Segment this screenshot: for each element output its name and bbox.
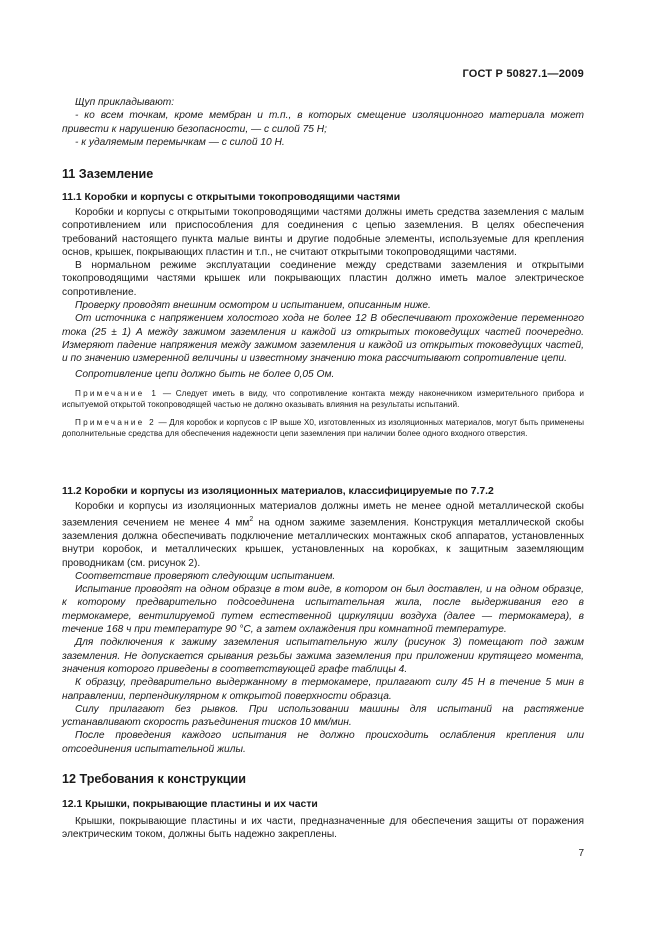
- paragraph: Крышки, покрывающие пластины и их части, предназначенные для обеспечения защиты от поражения электрическим током, должны быть надежно закреплены.: [62, 816, 584, 841]
- paragraph: Коробки и корпусы из изоляционных материалов должны иметь не менее одной металлической скобы заземления сечением не менее 4 $мм^2$ на одном зажиме заземления. Конструкция металлической скобы заземления должна обеспечивать подключение металлических монтажных скоб аппаратов, установленных внутри коробок, и металлических крышек, установленных на коробках, к защитным заземляющим проводникам (см. рисунок 2).: [62, 501, 584, 569]
- section-title: 11 Заземление: [62, 167, 154, 181]
- section-11-heading: [62, 167, 584, 181]
- section-12-1: [62, 799, 584, 842]
- note-1: [62, 388, 584, 410]
- note-label: Примечание 2: [75, 418, 156, 428]
- paragraph: Силу прилагают без рывков. При использовании машины для испытаний на растяжение устанавливают скорость разъединения тисков 10 мм/мин.: [62, 703, 584, 729]
- page-number: 7: [578, 848, 584, 859]
- note-text: — Следует иметь в виду, что сопротивление контакта между наконечником измерительного прибора и испытуемой открытой токопроводящей частью не должно оказывать влияния на результаты испытаний.: [62, 388, 585, 410]
- subsection-title: 12.1 Крышки, покрывающие пластины и их части: [62, 799, 318, 810]
- intro-item: - к удаляемым перемычкам — с силой 10 Н.: [75, 136, 285, 148]
- paragraph: Коробки и корпусы с открытыми токопроводящими частями должны иметь средства заземления с малым сопротивлением или приспособления для соединения с цепью заземления. В целях обеспечения требований настоящего пункта малые винты и другие подобные элементы, используемые для крепления основ, крышек, покрывающих пластин и т.п., не считают открытыми токопроводящими частями.: [62, 207, 584, 258]
- doc-code-header: ГОСТ Р 50827.1—2009: [462, 68, 584, 80]
- paragraph: Проверку проводят внешним осмотром и испытанием, описанным ниже.: [75, 300, 431, 312]
- paragraph: В нормальном режиме эксплуатации соединение между средствами заземления и открытыми токопроводящими частями крышек или покрывающих пластин должно иметь малое электрическое сопротивление.: [62, 260, 584, 298]
- section-12-heading: [62, 772, 584, 786]
- intro-item: - ко всем точкам, кроме мембран и т.п., в которых смещение изоляционного материала может привести к нарушению безопасности, — с силой 75 Н;: [62, 110, 584, 135]
- paragraph: Испытание проводят на одном образце в том виде, в котором он был доставлен, и на одном образце, к которому предварительно подсоединена испытательная жила, после выдерживания его в термокамере, вентилируемой путем естественной циркуляции воздуха (далее — термокамера), в течение 168 ч при температуре 90 °C, а затем охлаждения при комнатной температуре.: [62, 584, 584, 636]
- paragraph: Для подключения к зажиму заземления испытательную жилу (рисунок 3) помещают под зажим заземления. Не допускается срывания резьбы зажима заземления при приложении крутящего момента, значения которого приведены в соответствующей графе таблицы 4.: [62, 637, 584, 675]
- probe-intro: [62, 96, 584, 149]
- subsection-title: 11.1 Коробки и корпусы с открытыми токопроводящими частями: [62, 192, 401, 203]
- paragraph: После проведения каждого испытания не должно происходить ослабления крепления или отсоединения испытательной жилы.: [62, 730, 584, 755]
- note-text: — Для коробок и корпусов с IP выше X0, изготовленных из изоляционных материалов, могут быть применены дополнительные средства для обеспечения надежности цепи заземления при наличии более одного входного отверстия.: [62, 418, 584, 439]
- note-label: Примечание 1: [75, 388, 159, 398]
- paragraph: От источника с напряжением холостого хода не более 12 В обеспечивают прохождение переменного тока (25 ± 1) А между зажимом заземления и каждой из открытых токоведущих частей поочередно. Измеряют падение напряжения между зажимом заземления и каждой из открытых токоведущих частей, и по значению измеренной величины и известному значению тока рассчитывают сопротивление цепи.: [62, 313, 584, 365]
- paragraph: Соответствие проверяют следующим испытанием.: [75, 570, 336, 582]
- section-title: 12 Требования к конструкции: [62, 772, 246, 786]
- note-2: [62, 417, 584, 439]
- section-11-1: [62, 192, 584, 440]
- paragraph: К образцу, предварительно выдержанному в термокамере, прилагают силу 45 Н в течение 5 мин в направлении, перпендикулярном к открытой поверхности образца.: [62, 677, 584, 702]
- section-11-2: [62, 486, 584, 756]
- subsection-title: 11.2 Коробки и корпусы из изоляционных материалов, классифицируемые по 7.7.2: [62, 486, 494, 497]
- intro-lead: Щуп прикладывают:: [75, 97, 175, 108]
- paragraph: Сопротивление цепи должно быть не более 0,05 Ом.: [75, 368, 335, 380]
